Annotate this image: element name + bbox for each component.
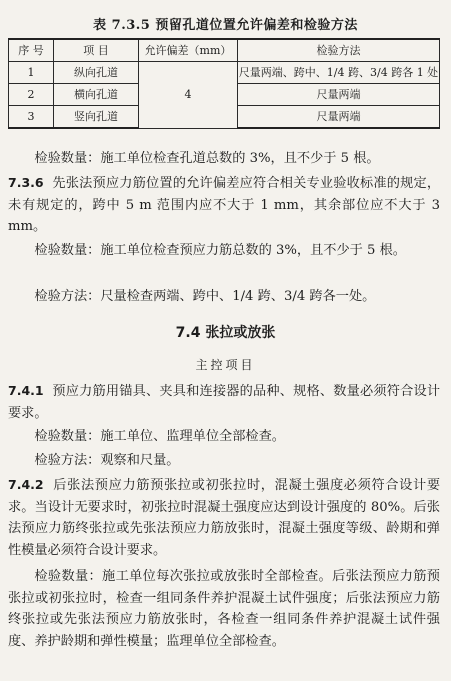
row-item: 纵向孔道 <box>54 62 139 84</box>
inspection-method-741: 检验方法：观察和尺量。 <box>34 453 180 468</box>
header-item: 项 目 <box>54 39 139 62</box>
clause-text: 后张法预应力筋预张拉或初张拉时，混凝土强度必须符合设计要求。当设计无要求时，初张拉时混凝土强度应达到设计强度的 80%。后张法预应力筋终张拉或先张法预应力筋放张时，混凝土强度等级、龄期和弹性模量必须符合设计要求。 <box>8 478 441 558</box>
row-method: 尺量两端 <box>238 106 440 129</box>
inspection-quantity-735: 检验数量：施工单位检查孔道总数的 3%，且不少于 5 根。 <box>34 151 380 166</box>
clause-number: 7.4.2 <box>8 477 44 492</box>
clause-7-4-1 <box>8 380 440 424</box>
clause-number: 7.3.6 <box>8 175 44 190</box>
header-method: 检验方法 <box>238 39 440 62</box>
header-no: 序 号 <box>9 39 54 62</box>
section-title: 7.4 张拉或放张 <box>175 325 276 341</box>
clause-7-3-6 <box>8 172 440 238</box>
inspection-quantity-736: 检验数量：施工单位检查预应力筋总数的 3%，且不少于 5 根。 <box>34 243 406 258</box>
row-no: 2 <box>9 84 54 106</box>
inspection-method-736: 检验方法：尺量检查两端、跨中、1/4 跨、3/4 跨各一处。 <box>34 289 376 304</box>
inspection-quantity-741: 检验数量：施工单位、监理单位全部检查。 <box>34 429 285 444</box>
section-subtitle: 主控项目 <box>195 358 256 372</box>
table-row <box>9 62 440 84</box>
row-method: 尺量两端、跨中、1/4 跨、3/4 跨各 1 处 <box>238 62 440 84</box>
inspection-quantity-742: 检验数量：施工单位每次张拉或放张时全部检查。后张法预应力筋预张拉或初张拉时，检查一组同条件养护混凝土试件强度；后张法预应力筋终张拉或先张法预应力筋放张时，各检查一组同条件养护混凝土试件强度、养护龄期和弹性模量；监理单位全部检查。 <box>8 569 440 649</box>
table-title: 表 7.3.5 预留孔道位置允许偏差和检验方法 <box>93 18 358 33</box>
row-item: 横向孔道 <box>54 84 139 106</box>
row-item: 竖向孔道 <box>54 106 139 129</box>
header-tolerance: 允许偏差（mm） <box>139 39 238 62</box>
row-no: 3 <box>9 106 54 129</box>
table-header-row <box>9 39 440 62</box>
clause-text: 预应力筋用锚具、夹具和连接器的品种、规格、数量必须符合设计要求。 <box>8 384 441 421</box>
row-method: 尺量两端 <box>238 84 440 106</box>
row-tolerance: 4 <box>139 62 238 129</box>
clause-text: 先张法预应力筋位置的允许偏差应符合相关专业验收标准的规定，未有规定的，跨中 5 m 范围内应不大于 1 mm，其余部位应不大于 3 mm。 <box>8 176 441 235</box>
clause-number: 7.4.1 <box>8 383 44 398</box>
tolerance-table <box>8 38 440 129</box>
clause-7-4-2 <box>8 474 440 561</box>
row-no: 1 <box>9 62 54 84</box>
